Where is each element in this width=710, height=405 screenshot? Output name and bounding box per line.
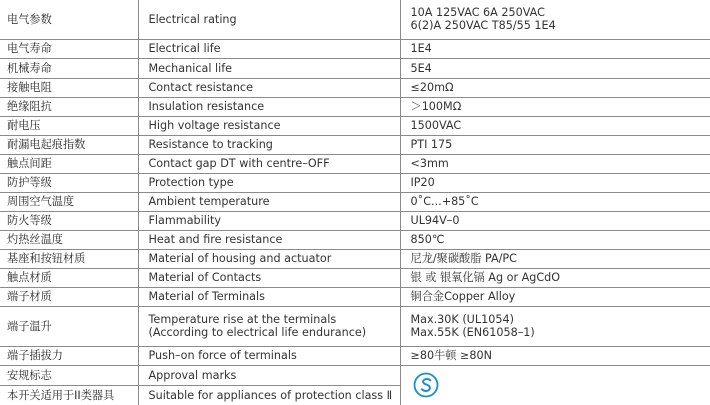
- label-line: Temperature rise at the terminals: [149, 313, 400, 326]
- row-value: [400, 306, 710, 346]
- row-label-en: Mechanical life: [138, 58, 400, 78]
- row-label-en: Contact gap DT with centre–OFF: [138, 154, 400, 173]
- row-label-zh: 端子温升: [0, 306, 138, 346]
- row-label-zh: 机械寿命: [0, 58, 138, 78]
- row-value: ≥80牛顿 ≥80N: [400, 346, 710, 365]
- row-label-zh: 灼热丝温度: [0, 230, 138, 249]
- table-row: [0, 287, 710, 306]
- row-label-en: Electrical rating: [138, 0, 400, 39]
- table-row: [0, 230, 710, 249]
- row-value: IP20: [400, 173, 710, 192]
- table-row: [0, 306, 710, 346]
- row-label-zh: 电气参数: [0, 0, 138, 39]
- row-label-en: Push–on force of terminals: [138, 346, 400, 365]
- row-label-en: Insulation resistance: [138, 97, 400, 116]
- table-row: [0, 173, 710, 192]
- row-value: 尼龙/聚碳酸脂 PA/PC: [400, 249, 710, 268]
- table-row: [0, 211, 710, 230]
- table-row: [0, 154, 710, 173]
- row-label-zh: 端子材质: [0, 287, 138, 306]
- row-value: 1E4: [400, 39, 710, 58]
- row-value: 铜合金Copper Alloy: [400, 287, 710, 306]
- row-value: <3mm: [400, 154, 710, 173]
- row-label-zh: 接触电阻: [0, 78, 138, 97]
- row-value: UL94V–0: [400, 211, 710, 230]
- row-label-en: Material of housing and actuator: [138, 249, 400, 268]
- table-row: [0, 268, 710, 287]
- row-label-en: Electrical life: [138, 39, 400, 58]
- row-label-en: Resistance to tracking: [138, 135, 400, 154]
- row-label-en: Protection type: [138, 173, 400, 192]
- row-label-en: Material of Terminals: [138, 287, 400, 306]
- s-mark-icon: [413, 372, 439, 398]
- row-value: 850℃: [400, 230, 710, 249]
- row-label-en: [138, 306, 400, 346]
- value-line: 10A 125VAC 6A 250VAC: [411, 6, 710, 19]
- table-row: [0, 0, 710, 39]
- table-row: [0, 39, 710, 58]
- table-row: [0, 192, 710, 211]
- row-label-zh: 绝缘阻抗: [0, 97, 138, 116]
- row-label-zh: 端子插拔力: [0, 346, 138, 365]
- row-value: 1500VAC: [400, 116, 710, 135]
- value-line: 6(2)A 250VAC T85/55 1E4: [411, 19, 710, 32]
- value-line: Max.30K (UL1054): [411, 313, 710, 326]
- row-label-en: Contact resistance: [138, 78, 400, 97]
- table-row: [0, 365, 710, 385]
- row-label-zh: 触点材质: [0, 268, 138, 287]
- row-label-zh: 防护等级: [0, 173, 138, 192]
- row-label-en: Approval marks: [138, 365, 400, 385]
- label-line: (According to electrical life endurance): [149, 326, 400, 339]
- row-value: ≤20mΩ: [400, 78, 710, 97]
- table-row: [0, 249, 710, 268]
- table-row: [0, 97, 710, 116]
- row-label-en: High voltage resistance: [138, 116, 400, 135]
- row-label-en: Heat and fire resistance: [138, 230, 400, 249]
- table-row: [0, 78, 710, 97]
- row-label-zh: 触点间距: [0, 154, 138, 173]
- table-row: [0, 346, 710, 365]
- row-label-zh: 耐电压: [0, 116, 138, 135]
- row-label-zh: 耐漏电起痕指数: [0, 135, 138, 154]
- row-value: 银 或 银氧化镉 Ag or AgCdO: [400, 268, 710, 287]
- row-label-zh: 防火等级: [0, 211, 138, 230]
- row-label-zh: 本开关适用于II类器具: [0, 385, 138, 405]
- row-label-zh: 安规标志: [0, 365, 138, 385]
- row-value: 5E4: [400, 58, 710, 78]
- row-label-en: Flammability: [138, 211, 400, 230]
- row-label-en: Material of Contacts: [138, 268, 400, 287]
- row-value: PTI 175: [400, 135, 710, 154]
- value-line: Max.55K (EN61058–1): [411, 326, 710, 339]
- approval-mark-cell: [400, 365, 710, 405]
- table-row: [0, 58, 710, 78]
- row-label-zh: 周围空气温度: [0, 192, 138, 211]
- row-label-en: Ambient temperature: [138, 192, 400, 211]
- row-label-en: Suitable for appliances of protection class Ⅱ: [138, 385, 400, 405]
- table-row: [0, 135, 710, 154]
- row-value: ＞100MΩ: [400, 97, 710, 116]
- row-value: 0˚C...+85˚C: [400, 192, 710, 211]
- row-label-zh: 基座和按钮材质: [0, 249, 138, 268]
- table-row: [0, 116, 710, 135]
- row-value: [400, 0, 710, 39]
- row-label-zh: 电气寿命: [0, 39, 138, 58]
